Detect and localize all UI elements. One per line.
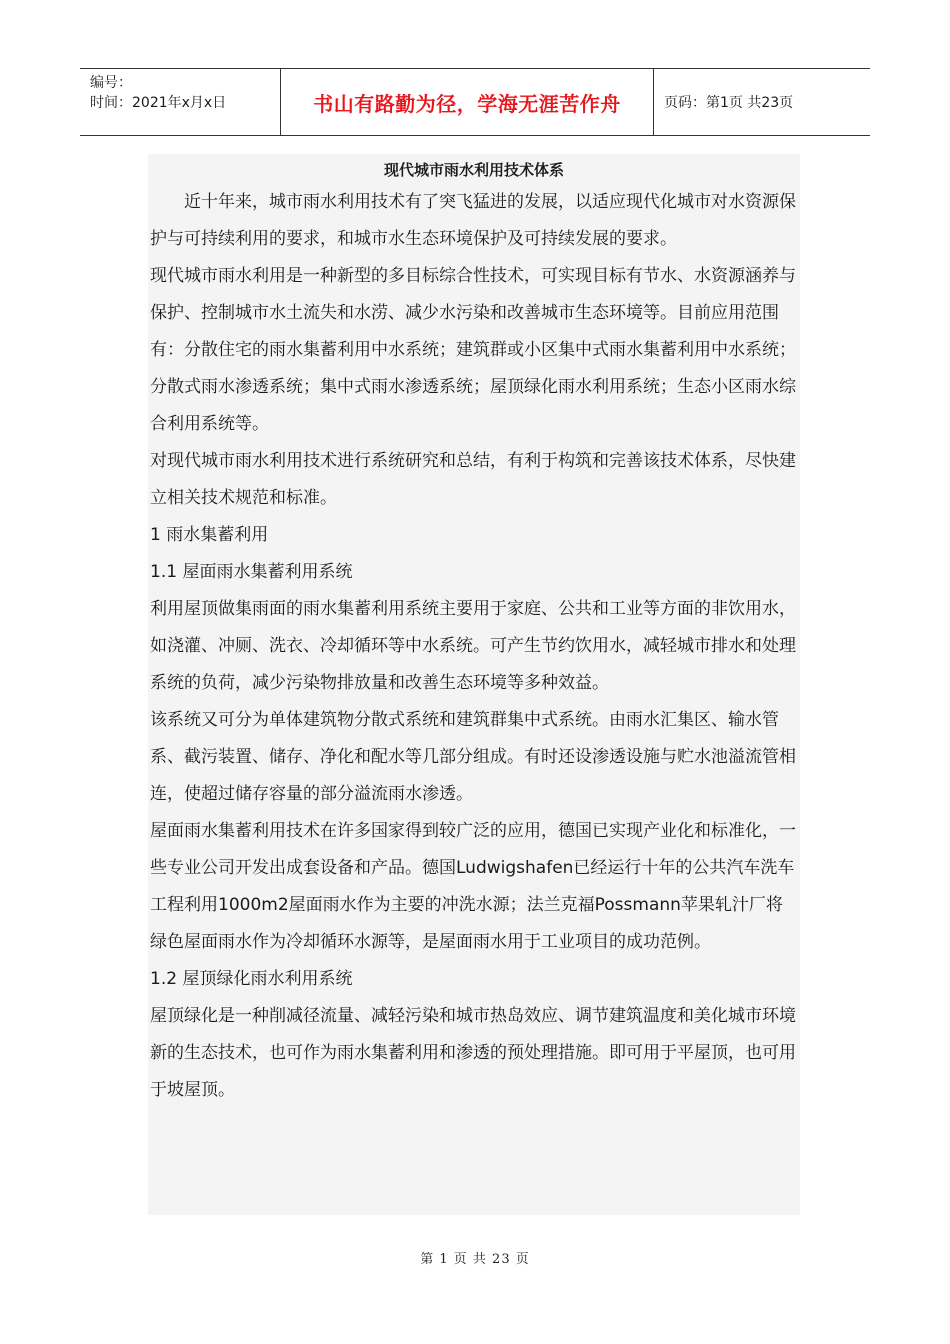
paragraph: 屋面雨水集蓄利用技术在许多国家得到较广泛的应用，德国已实现产业化和标准化，一些专业公司开发出成套设备和产品。德国Ludwigshafen已经运行十年的公共汽车洗车工程利用1000m2屋面雨水作为主要的冲洗水源；法兰克福Possmann苹果轧汁厂将绿色屋面雨水作为冷却循环水源等，是屋面雨水用于工业项目的成功范例。: [150, 821, 796, 952]
page-info: 页码：第1页 共23页: [664, 95, 794, 111]
document-title: 现代城市雨水利用技术体系: [383, 161, 564, 179]
subsection-heading: 1.2 屋顶绿化雨水利用系统: [150, 969, 353, 989]
page-footer: [0, 1248, 950, 1267]
paragraph: 利用屋顶做集雨面的雨水集蓄利用系统主要用于家庭、公共和工业等方面的非饮用水，如浇灌、冲厕、洗衣、冷却循环等中水系统。可产生节约饮用水，减轻城市排水和处理系统的负荷，减少污染物排放量和改善生态环境等多种效益。: [150, 599, 796, 693]
paragraph: 对现代城市雨水利用技术进行系统研究和总结，有利于构筑和完善该技术体系，尽快建立相关技术规范和标准。: [150, 451, 796, 508]
header-table: [80, 68, 870, 136]
document-body: [148, 154, 800, 1215]
paragraph: 屋顶绿化是一种削减径流量、减轻污染和城市热岛效应、调节建筑温度和美化城市环境新的生态技术，也可作为雨水集蓄利用和渗透的预处理措施。即可用于平屋顶，也可用于坡屋顶。: [150, 1006, 796, 1100]
section-heading: 1 雨水集蓄利用: [150, 525, 269, 545]
header-meta-cell: [80, 69, 281, 135]
header-page-cell: [654, 69, 870, 135]
date-line: 时间：2021年x月x日: [90, 95, 227, 111]
header-motto-cell: [281, 69, 654, 135]
number-label: 编号：: [90, 75, 132, 91]
footer-page-number: 第 1 页 共 23 页: [420, 1252, 530, 1267]
paragraph: 该系统又可分为单体建筑物分散式系统和建筑群集中式系统。由雨水汇集区、输水管系、截污装置、储存、净化和配水等几部分组成。有时还设渗透设施与贮水池溢流管相连，使超过储存容量的部分溢流雨水渗透。: [150, 710, 796, 804]
motto-text: 书山有路勤为径，学海无涯苦作舟: [313, 91, 621, 116]
paragraph: 近十年来，城市雨水利用技术有了突飞猛进的发展，以适应现代化城市对水资源保护与可持续利用的要求，和城市水生态环境保护及可持续发展的要求。: [150, 192, 796, 249]
paragraph: 现代城市雨水利用是一种新型的多目标综合性技术，可实现目标有节水、水资源涵养与保护、控制城市水土流失和水涝、减少水污染和改善城市生态环境等。目前应用范围有：分散住宅的雨水集蓄利用中水系统；建筑群或小区集中式雨水集蓄利用中水系统；分散式雨水渗透系统；集中式雨水渗透系统；屋顶绿化雨水利用系统；生态小区雨水综合利用系统等。: [150, 266, 796, 434]
subsection-heading: 1.1 屋面雨水集蓄利用系统: [150, 562, 353, 582]
